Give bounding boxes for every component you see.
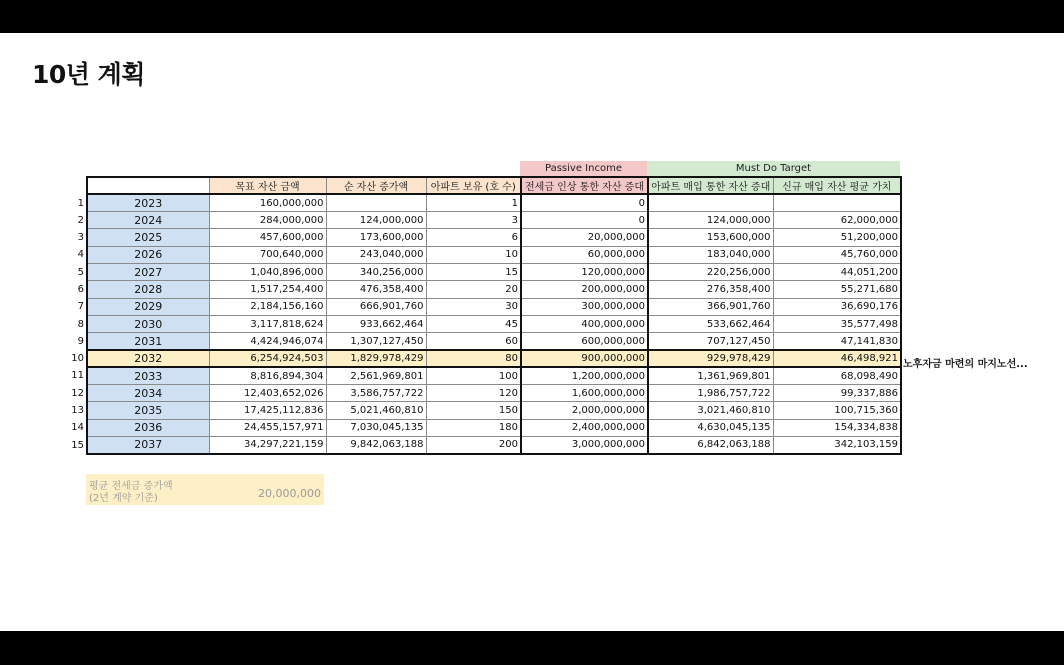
table-row xyxy=(87,350,901,367)
year-cell: 2035 xyxy=(87,402,209,419)
purchase-increase-cell: 220,256,000 xyxy=(648,263,773,280)
net-increase-cell: 9,842,063,188 xyxy=(326,436,426,453)
net-increase-cell: 476,358,400 xyxy=(326,281,426,298)
purchase-increase-cell: 707,127,450 xyxy=(648,333,773,350)
jeonse-increase-cell: 900,000,000 xyxy=(521,350,648,367)
target-asset-cell: 4,424,946,074 xyxy=(209,333,326,350)
year-cell: 2023 xyxy=(87,194,209,211)
avg-value-cell: 51,200,000 xyxy=(773,229,901,246)
avg-value-cell: 68,098,490 xyxy=(773,367,901,384)
jeonse-increase-cell: 600,000,000 xyxy=(521,333,648,350)
net-increase-cell xyxy=(326,194,426,211)
header-jeonse-increase: 전세금 인상 통한 자산 증대 xyxy=(521,177,648,194)
avg-value-cell: 44,051,200 xyxy=(773,263,901,280)
row-number: 7 xyxy=(77,301,84,313)
target-asset-cell: 1,517,254,400 xyxy=(209,281,326,298)
avg-value-cell: 46,498,921 xyxy=(773,350,901,367)
purchase-increase-cell: 929,978,429 xyxy=(648,350,773,367)
purchase-increase-cell: 153,600,000 xyxy=(648,229,773,246)
table-row xyxy=(87,229,901,246)
target-asset-cell: 3,117,818,624 xyxy=(209,315,326,332)
avg-jeonse-value: 20,000,000 xyxy=(258,487,321,500)
jeonse-increase-cell: 1,600,000,000 xyxy=(521,385,648,402)
purchase-increase-cell: 533,662,464 xyxy=(648,315,773,332)
apt-count-cell: 20 xyxy=(426,281,521,298)
avg-value-cell: 342,103,159 xyxy=(773,436,901,453)
net-increase-cell: 3,586,757,722 xyxy=(326,385,426,402)
jeonse-increase-cell: 2,000,000,000 xyxy=(521,402,648,419)
jeonse-increase-cell: 2,400,000,000 xyxy=(521,419,648,436)
avg-value-cell: 47,141,830 xyxy=(773,333,901,350)
page-title: 10년 계획 xyxy=(32,60,145,89)
apt-count-cell: 10 xyxy=(426,246,521,263)
avg-value-cell xyxy=(773,194,901,211)
target-asset-cell: 34,297,221,159 xyxy=(209,436,326,453)
table-row xyxy=(87,298,901,315)
target-asset-cell: 17,425,112,836 xyxy=(209,402,326,419)
apt-count-cell: 80 xyxy=(426,350,521,367)
year-cell: 2036 xyxy=(87,419,209,436)
year-cell: 2025 xyxy=(87,229,209,246)
net-increase-cell: 1,829,978,429 xyxy=(326,350,426,367)
net-increase-cell: 5,021,460,810 xyxy=(326,402,426,419)
avg-value-cell: 45,760,000 xyxy=(773,246,901,263)
jeonse-increase-cell: 300,000,000 xyxy=(521,298,648,315)
table-row xyxy=(87,385,901,402)
jeonse-increase-cell: 0 xyxy=(521,194,648,211)
table-row xyxy=(87,402,901,419)
year-cell: 2024 xyxy=(87,212,209,229)
apt-count-cell: 6 xyxy=(426,229,521,246)
apt-count-cell: 30 xyxy=(426,298,521,315)
net-increase-cell: 124,000,000 xyxy=(326,212,426,229)
row-number: 4 xyxy=(77,249,84,261)
avg-value-cell: 62,000,000 xyxy=(773,212,901,229)
purchase-increase-cell: 1,986,757,722 xyxy=(648,385,773,402)
purchase-increase-cell xyxy=(648,194,773,211)
apt-count-cell: 150 xyxy=(426,402,521,419)
row-number: 6 xyxy=(77,283,84,295)
row-number: 15 xyxy=(71,439,84,451)
target-asset-cell: 457,600,000 xyxy=(209,229,326,246)
table-row xyxy=(87,436,901,453)
table-row xyxy=(87,281,901,298)
apt-count-cell: 200 xyxy=(426,436,521,453)
slide xyxy=(0,33,1064,631)
row-number: 14 xyxy=(71,422,84,434)
row-number: 11 xyxy=(71,370,84,382)
header-net-increase: 순 자산 증가액 xyxy=(326,177,426,194)
target-asset-cell: 160,000,000 xyxy=(209,194,326,211)
year-cell: 2037 xyxy=(87,436,209,453)
year-cell: 2030 xyxy=(87,315,209,332)
header-target-asset: 목표 자산 금액 xyxy=(209,177,326,194)
apt-count-cell: 3 xyxy=(426,212,521,229)
target-asset-cell: 12,403,652,026 xyxy=(209,385,326,402)
purchase-increase-cell: 1,361,969,801 xyxy=(648,367,773,384)
passive-income-group-header: Passive Income xyxy=(520,161,647,176)
row-number: 5 xyxy=(77,266,84,278)
jeonse-increase-cell: 1,200,000,000 xyxy=(521,367,648,384)
table-row xyxy=(87,367,901,384)
purchase-increase-cell: 3,021,460,810 xyxy=(648,402,773,419)
jeonse-increase-cell: 120,000,000 xyxy=(521,263,648,280)
row-number: 9 xyxy=(77,335,84,347)
retirement-note: 노후자금 마련의 마지노선... xyxy=(903,359,1028,370)
apt-count-cell: 15 xyxy=(426,263,521,280)
row-number: 10 xyxy=(71,353,84,365)
purchase-increase-cell: 124,000,000 xyxy=(648,212,773,229)
year-cell: 2033 xyxy=(87,367,209,384)
year-cell: 2027 xyxy=(87,263,209,280)
net-increase-cell: 7,030,045,135 xyxy=(326,419,426,436)
year-cell: 2028 xyxy=(87,281,209,298)
avg-jeonse-box xyxy=(86,474,324,505)
avg-value-cell: 154,334,838 xyxy=(773,419,901,436)
jeonse-increase-cell: 200,000,000 xyxy=(521,281,648,298)
row-number: 1 xyxy=(77,197,84,209)
purchase-increase-cell: 183,040,000 xyxy=(648,246,773,263)
net-increase-cell: 1,307,127,450 xyxy=(326,333,426,350)
table-row xyxy=(87,333,901,350)
net-increase-cell: 933,662,464 xyxy=(326,315,426,332)
apt-count-cell: 60 xyxy=(426,333,521,350)
row-number: 12 xyxy=(71,387,84,399)
jeonse-increase-cell: 20,000,000 xyxy=(521,229,648,246)
plan-table xyxy=(86,176,902,455)
jeonse-increase-cell: 3,000,000,000 xyxy=(521,436,648,453)
table-row xyxy=(87,212,901,229)
net-increase-cell: 173,600,000 xyxy=(326,229,426,246)
jeonse-increase-cell: 400,000,000 xyxy=(521,315,648,332)
purchase-increase-cell: 6,842,063,188 xyxy=(648,436,773,453)
purchase-increase-cell: 276,358,400 xyxy=(648,281,773,298)
year-cell: 2032 xyxy=(87,350,209,367)
row-number: 8 xyxy=(77,318,84,330)
avg-jeonse-label: 평균 전세금 증가액 xyxy=(89,481,173,492)
table-row xyxy=(87,315,901,332)
year-cell: 2029 xyxy=(87,298,209,315)
must-do-target-group-header: Must Do Target xyxy=(647,161,900,176)
jeonse-increase-cell: 0 xyxy=(521,212,648,229)
header-purchase-increase: 아파트 매입 통한 자산 증대 xyxy=(648,177,773,194)
year-cell: 2031 xyxy=(87,333,209,350)
row-number: 2 xyxy=(77,214,84,226)
apt-count-cell: 100 xyxy=(426,367,521,384)
target-asset-cell: 284,000,000 xyxy=(209,212,326,229)
row-numbers xyxy=(70,195,84,454)
avg-value-cell: 99,337,886 xyxy=(773,385,901,402)
jeonse-increase-cell: 60,000,000 xyxy=(521,246,648,263)
target-asset-cell: 1,040,896,000 xyxy=(209,263,326,280)
table-row xyxy=(87,263,901,280)
table-header-row xyxy=(87,177,901,194)
avg-value-cell: 36,690,176 xyxy=(773,298,901,315)
header-avg-value: 신규 매입 자산 평균 가치 xyxy=(773,177,901,194)
table-row xyxy=(87,194,901,211)
target-asset-cell: 24,455,157,971 xyxy=(209,419,326,436)
apt-count-cell: 120 xyxy=(426,385,521,402)
net-increase-cell: 666,901,760 xyxy=(326,298,426,315)
target-asset-cell: 2,184,156,160 xyxy=(209,298,326,315)
net-increase-cell: 340,256,000 xyxy=(326,263,426,280)
purchase-increase-cell: 366,901,760 xyxy=(648,298,773,315)
target-asset-cell: 8,816,894,304 xyxy=(209,367,326,384)
purchase-increase-cell: 4,630,045,135 xyxy=(648,419,773,436)
year-cell: 2034 xyxy=(87,385,209,402)
row-number: 13 xyxy=(71,405,84,417)
target-asset-cell: 6,254,924,503 xyxy=(209,350,326,367)
avg-value-cell: 55,271,680 xyxy=(773,281,901,298)
header-apt-count: 아파트 보유 (호 수) xyxy=(426,177,521,194)
avg-value-cell: 100,715,360 xyxy=(773,402,901,419)
header-year xyxy=(87,177,209,194)
target-asset-cell: 700,640,000 xyxy=(209,246,326,263)
row-number: 3 xyxy=(77,232,84,244)
net-increase-cell: 2,561,969,801 xyxy=(326,367,426,384)
avg-jeonse-sublabel: (2년 계약 기준) xyxy=(89,493,158,504)
apt-count-cell: 45 xyxy=(426,315,521,332)
apt-count-cell: 1 xyxy=(426,194,521,211)
apt-count-cell: 180 xyxy=(426,419,521,436)
avg-value-cell: 35,577,498 xyxy=(773,315,901,332)
table-row xyxy=(87,246,901,263)
year-cell: 2026 xyxy=(87,246,209,263)
table-row xyxy=(87,419,901,436)
net-increase-cell: 243,040,000 xyxy=(326,246,426,263)
